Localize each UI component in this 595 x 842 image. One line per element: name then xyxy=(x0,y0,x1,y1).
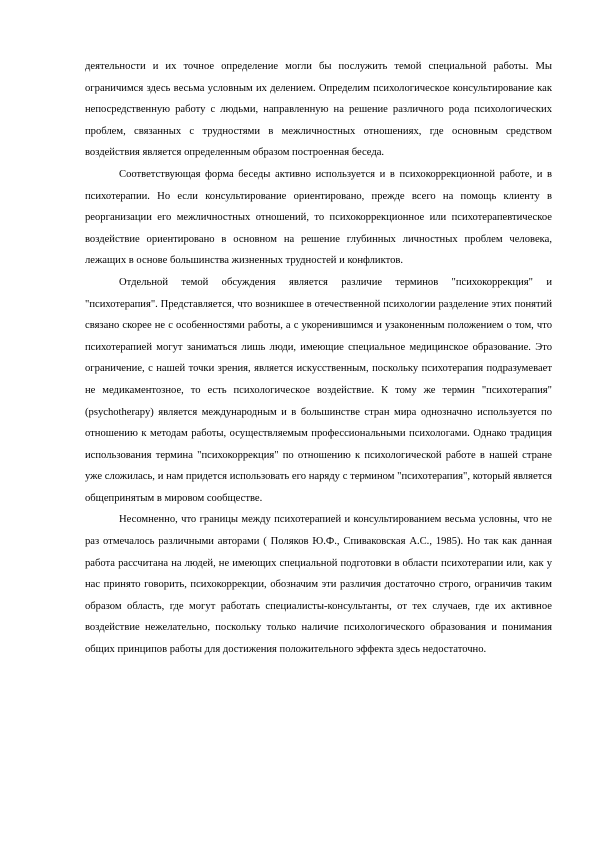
paragraph-2: Соответствующая форма беседы активно используется и в психокоррекционной работе, и в психотерапии. Но если консультирование ориентировано, прежде всего на помощь клиенту в реорганизации его межличностных отношений, то психокоррекционное или психотерапевтическое воздействие ориентировано в основном на решение глубинных личностных проблем человека, лежащих в основе большинства жизненных трудностей и конфликтов. xyxy=(85,168,552,267)
paragraph-3: Отдельной темой обсуждения является различие терминов "психокоррекция" и "психотерапия". Представляется, что возникшее в отечественной психологии разделение этих понятий связано скорее не с особенностями работы, а с укоренившимся и узаконенным положением о том, что психотерапией могут заниматься лишь люди, имеющие специальное медицинское образование. Это ограничение, с нашей точки зрения, является искусственным, поскольку психотерапия подразумевает не медикаментозное, то есть психологическое воздействие. К тому же термин "психотерапия" (psychotherapy) является международным и в большинстве стран мира однозначно используется по отношению к методам работы, осуществляемым профессиональными психологами. Однако традиция использования термина "психокоррекция" по отношению к психологической работе в нашей стране уже сложилась, и нам придется использовать его наряду с термином "психотерапия", который является общепринятым в мировом сообществе. xyxy=(85,276,552,504)
document-body xyxy=(85,56,552,661)
paragraph-1: деятельности и их точное определение могли бы послужить темой специальной работы. Мы ограничимся здесь весьма условным их делением. Определим психологическое консультирование как непосредственную работу с людьми, направленную на решение различного рода психологических проблем, связанных с трудностями в межличностных отношениях, где основным средством воздействия является определенным образом построенная беседа. xyxy=(85,61,552,159)
paragraph-4: Несомненно, что границы между психотерапией и консультированием весьма условны, что не раз отмечалось различными авторами ( Поляков Ю.Ф., Спиваковская А.С., 1985). Но так как данная работа рассчитана на людей, не имеющих специальной подготовки в области психотерапии или, как у нас принято говорить, психокоррекции, обозначим эти различия достаточно строго, ограничив таким образом область, где могут работать специалисты-консультанты, от тех случаев, где их активное воздействие нежелательно, поскольку только наличие психологического образования и понимания общих принципов работы для достижения положительного эффекта здесь недостаточно. xyxy=(85,514,552,656)
